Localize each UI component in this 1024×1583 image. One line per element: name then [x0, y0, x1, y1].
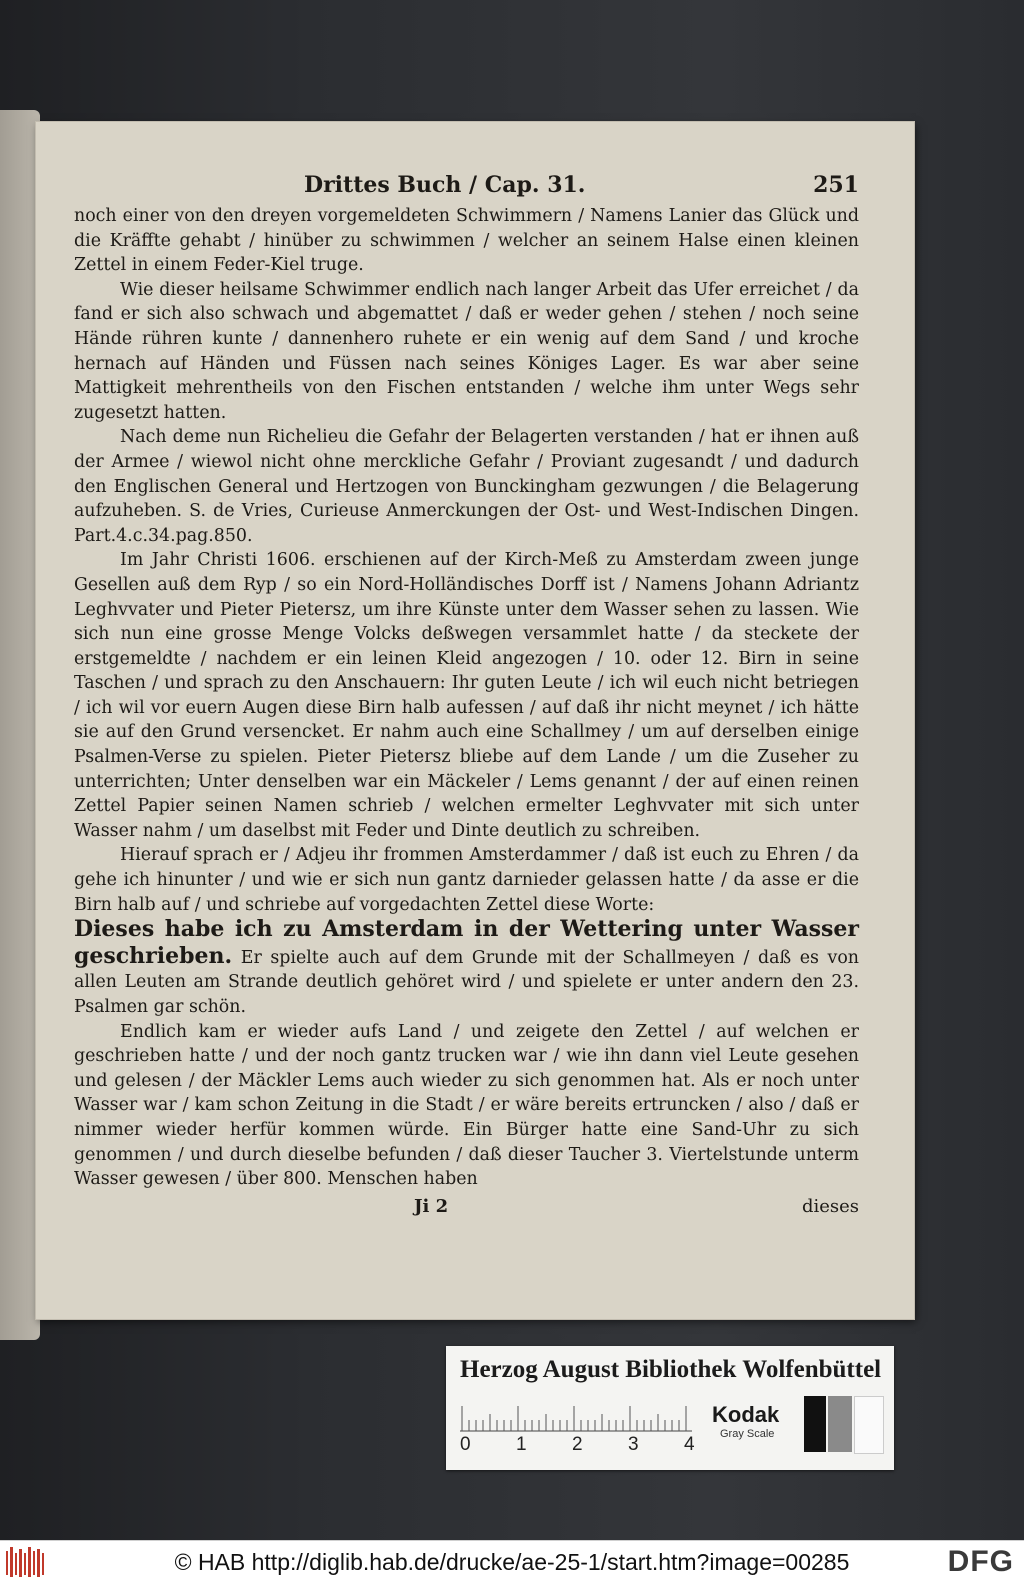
- catchword: dieses: [801, 1195, 859, 1217]
- body-text: [74, 204, 859, 1192]
- ruler-number: 3: [628, 1434, 639, 1455]
- page-foot: [74, 1194, 859, 1224]
- ruler-number: 0: [460, 1434, 471, 1455]
- paragraph: Wie dieser heilsame Schwimmer endlich nach langer Arbeit das Ufer erreichet / da fand er sich also schwach und abgemattet / daß er weder gehen / stehen / noch seine Hände rühren kunte / dannenhero ruhete er ein wenig auf dem Sand / und kroche hernach auf Händen und Füssen nach seines Königes Lager. Es war aber seine Mattigkeit mehrentheils von den Fischen entstanden / welche ihm unter Wegs sehr zugesetzt hatten.: [74, 279, 859, 423]
- page-number: 251: [813, 172, 859, 198]
- black-swatch: [804, 1396, 826, 1452]
- running-title: Drittes Buch / Cap. 31.: [304, 172, 586, 198]
- paragraph: noch einer von den dreyen vorgemeldeten Schwimmern / Namens Lanier das Glück und die Kräffte gehabt / hinüber zu schwimmen / welcher an seinem Halse einen kleinen Zettel in einem Feder-Kiel truge.: [74, 206, 859, 276]
- book-page: [36, 122, 914, 1319]
- kodak-label: Kodak: [712, 1402, 780, 1427]
- dfg-logo: DFG: [947, 1545, 1014, 1578]
- gray-swatch: [828, 1396, 852, 1452]
- quoted-inscription: Dieses habe ich zu Amsterdam in der Wettering unter Wasser geschrieben.: [74, 916, 859, 969]
- paragraph: Endlich kam er wieder aufs Land / und zeigete den Zettel / auf welchen er geschrieben hatte / und der noch gantz trucken war / wie ihn dann viel Leute gesehen und gelesen / der Mäckler Lems auch wieder zu sich genommen hat. Als er noch unter Wasser war / kam schon Zeitung in die Stadt / er wäre bereits ertruncken / also / daß er nimmer wieder herfür kommen würde. Ein Bürger hatte eine Sand-Uhr zu sich genommen / und durch dieselbe befunden / daß dieser Taucher 3. Viertelstunde unterm Wasser gewesen / über 800. Menschen haben: [74, 1021, 859, 1190]
- ruler-number: 1: [516, 1434, 527, 1455]
- ruler-icon: [460, 1402, 692, 1432]
- signature-mark: Ji 2: [414, 1195, 449, 1217]
- running-head: [74, 170, 859, 204]
- page-content: [74, 170, 859, 1224]
- quoted-inscription-paragraph: [74, 917, 859, 1019]
- gray-scale-label: Gray Scale: [720, 1428, 775, 1440]
- previous-page-edge: [0, 110, 40, 1340]
- library-name: Herzog August Bibliothek Wolfenbüttel: [460, 1356, 882, 1383]
- footer-bar: [0, 1540, 1024, 1583]
- paragraph: Hierauf sprach er / Adjeu ihr frommen Amsterdammer / daß ist euch zu Ehren / da gehe ich hinunter / und wie er sich nun gantz darnieder gelassen hatte / da asse er die Birn halb auf / und schriebe auf vorgedachten Zettel diese Worte:: [74, 845, 859, 915]
- copyright-url[interactable]: © HAB http://diglib.hab.de/drucke/ae-25-1/start.htm?image=00285: [174, 1549, 850, 1575]
- library-color-card: [446, 1346, 894, 1470]
- white-swatch: [854, 1396, 884, 1454]
- paragraph: Nach deme nun Richelieu die Gefahr der Belagerten verstanden / hat er ihnen auß der Armee / wiewol nicht ohne merckliche Gefahr / Proviant zugesandt / und dadurch den Englischen General und Hertzogen von Bunckingham gezwungen / die Belagerung aufzuheben. S. de Vries, Curieuse Anmerckungen der Ost- und West-Indischen Dingen. Part.4.c.34.pag.850.: [74, 427, 859, 546]
- paragraph: Im Jahr Christi 1606. erschienen auf der Kirch-Meß zu Amsterdam zween junge Gesellen auß dem Ryp / so ein Nord-Holländisches Dorff ist / Namens Johann Adriantz Leghvvater und Pieter Pietersz, um ihre Künste unter dem Wasser sehen zu lassen. Wie sich nun eine grosse Menge Volcks deßwegen versammlet hatte / da steckete der erstgemeldte / nachdem er ein leinen Kleid angezogen / 10. oder 12. Birn in seine Taschen / und sprach zu den Anschauern: Ihr guten Leute / ich wil euch nicht betriegen / ich wil vor euern Augen diese Birn halb aufessen / auf daß ihr nicht meynet / ich hätte sie auf den Grund versencket. Er nahm auch eine Schallmey / um auf derselben einige Psalmen-Verse zu spielen. Pieter Pietersz bliebe auf dem Lande / um die Zuseher zu unterrichten; Unter denselben war ein Mäckeler / Lems genannt / der auf einen reinen Zettel Papier seinen Namen schrieb / welchen ermelter Leghvvater mit sich unter Wasser nahm / um daselbst mit Feder und Dinte deutlich zu schreiben.: [74, 550, 859, 841]
- ruler-number: 2: [572, 1434, 583, 1455]
- paragraph-continuation: Er spielte auch auf dem Grunde mit der Schallmeyen / daß es von allen Leuten am Strande deutlich gehöret wird / und spielete er unter andern den 23. Psalmen gar schön.: [74, 947, 860, 1017]
- ruler-number: 4: [684, 1434, 695, 1455]
